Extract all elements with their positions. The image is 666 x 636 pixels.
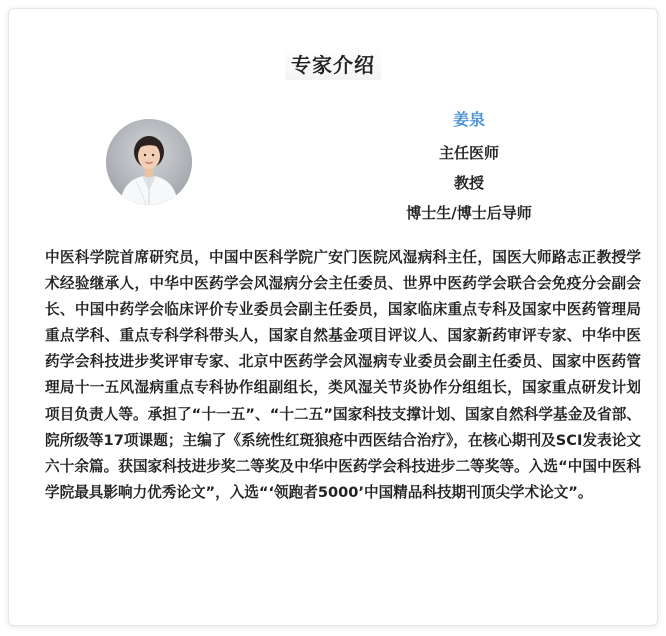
page-title: 专家介绍 (285, 47, 381, 80)
title-bar (9, 47, 657, 80)
expert-name: 姜泉 (452, 110, 485, 129)
expert-card (8, 8, 658, 626)
expert-bio: 中医科学院首席研究员，中国中医科学院广安门医院风湿病科主任，国医大师路志正教授学术经验继承人，中华中医药学会风湿病分会主任委员、世界中医药学会联合会免疫分会副会长、中国中药学会临床评价专业委员会副主任委员，国家临床重点专科及国家中医药管理局重点学科、重点专科学科带头人，国家自然基金项目评议人、国家新药审评专家、中华中医药学会科技进步奖评审专家、北京中医药学会风湿病专业委员会副主任委员、国家中医药管理局十一五风湿病重点专科协作组副组长，类风湿关节炎协作分组组长，国家重点研发计划项目负责人等。承担了“十一五”、“十二五”国家科技支撑计划、国家自然科学基金及省部、院所级等17项课题；主编了《系统性红斑狼疮中西医结合治疗》，在核心期刊及SCI发表论文六十余篇。获国家科技进步奖二等奖及中华中医药学会科技进步二等奖等。入选“中国中医科学院最具影响力优秀论文”，入选“‘领跑者5000’中国精品科技期刊顶尖学术论文”。 (45, 249, 641, 501)
expert-title-2: 教授 (453, 174, 484, 192)
doctor-portrait-icon (106, 119, 192, 205)
avatar (106, 119, 192, 205)
expert-title-1: 主任医师 (438, 144, 499, 162)
expert-title-3: 博士生/博士后导师 (406, 204, 532, 222)
expert-info (369, 109, 569, 228)
